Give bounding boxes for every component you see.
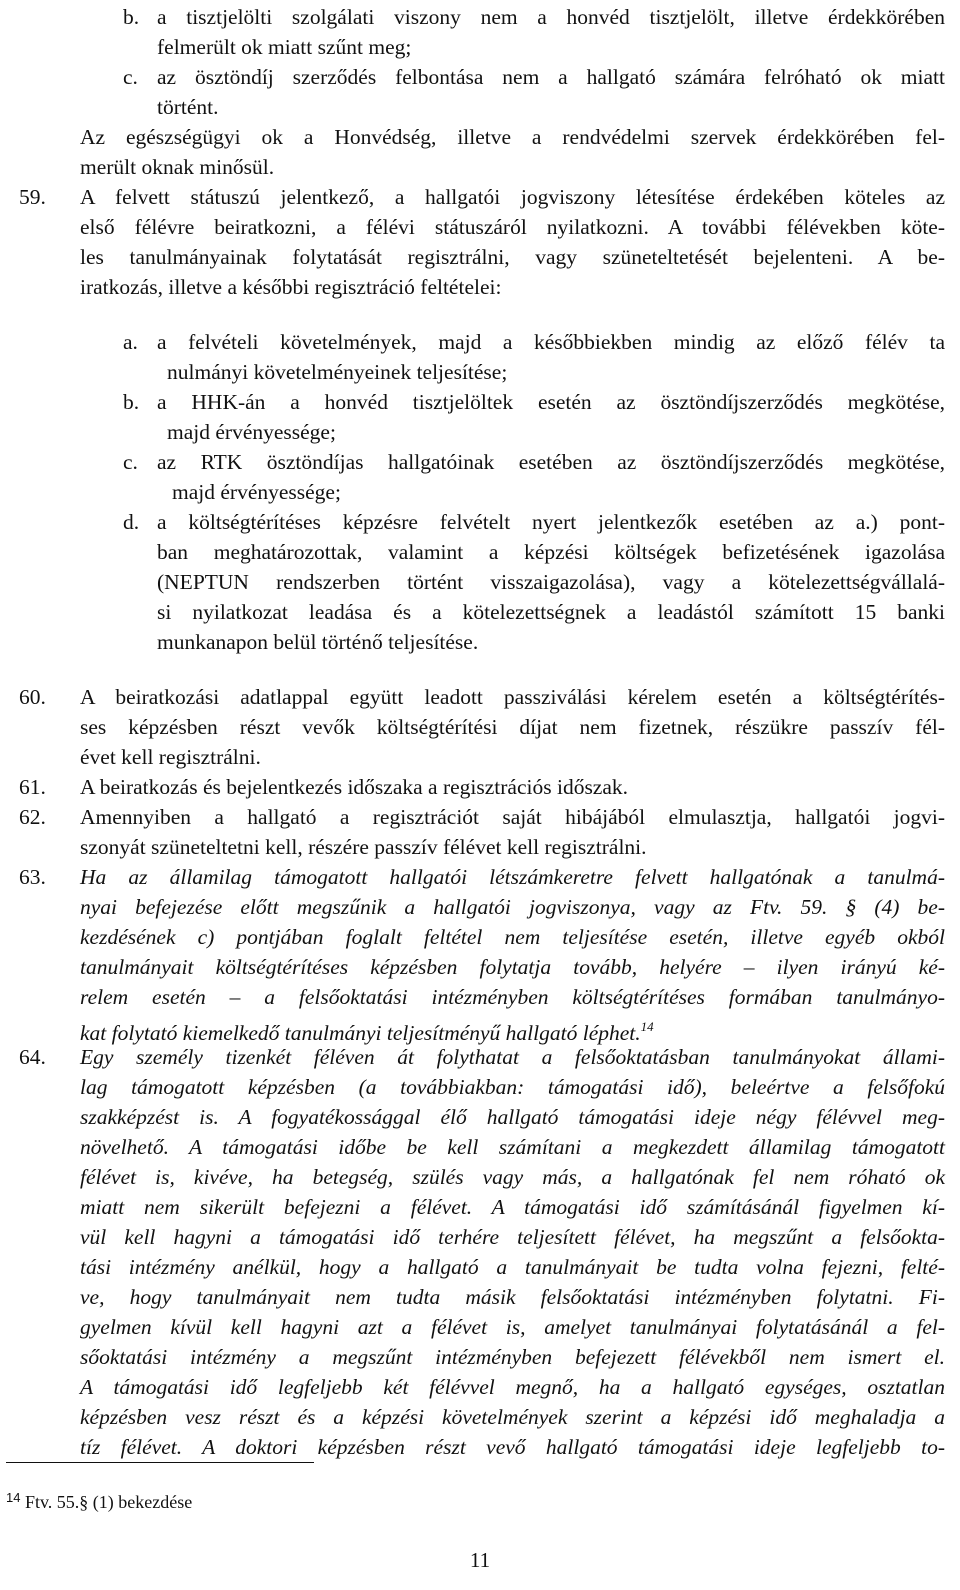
paragraph-number: 59.: [19, 185, 46, 209]
text-line: (NEPTUN rendszerben történt visszaigazolása), vagy a kötelezettségvállalá-: [157, 570, 945, 594]
text-line: az RTK ösztöndíjas hallgatóinak esetében az ösztöndíjszerződés megkötése,: [157, 450, 945, 474]
text-line: Amennyiben a hallgató a regisztrációt saját hibájából elmulasztja, hallgatói jogvi-: [80, 805, 945, 829]
text-line: évet kell regisztrálni.: [80, 745, 261, 769]
text-line: Egy személy tizenkét féléven át folythatat a felsőoktatásban tanulmányokat állami-: [80, 1045, 945, 1069]
text-line: a HHK-án a honvéd tisztjelöltek esetén az ösztöndíjszerződés megkötése,: [157, 390, 945, 414]
text-line: tási intézmény anélkül, hogy a hallgató a tanulmányait be tudta volna fejezni, felté-: [80, 1255, 945, 1279]
text-line: majd érvényessége;: [172, 480, 341, 504]
text-line: első félévre beiratkozni, a félévi státuszáról nyilatkozni. A további félévekben köte-: [80, 215, 945, 239]
text-line: a költségtérítéses képzésre felvételt nyert jelentkezők esetében az a.) pont-: [157, 510, 945, 534]
text-line: les tanulmányainak folytatását regisztrálni, vagy szüneteltetését bejelenteni. A be-: [80, 245, 945, 269]
paragraph-number: 60.: [19, 685, 46, 709]
footnote-mark: 14: [6, 1490, 21, 1505]
text-line: a tisztjelölti szolgálati viszony nem a honvéd tisztjelölt, illetve érdekkörében: [157, 5, 945, 29]
text-line: képzésben vesz részt és a képzési követelmények szerint a képzési idő meghaladja a: [80, 1405, 945, 1429]
text-line: merült oknak minősül.: [80, 155, 275, 179]
text-line: történt.: [157, 95, 219, 119]
text-line: ses képzésben részt vevők költségtérítési díjat nem fizetnek, részükre passzív fél-: [80, 715, 945, 739]
paragraph-number: 61.: [19, 775, 46, 799]
text-line: A beiratkozás és bejelentkezés időszaka a regisztrációs időszak.: [80, 775, 629, 799]
text-line: gyelmen kívül kell hagyni azt a félévet is, amelyet tanulmányai folytatásánál a fel-: [80, 1315, 945, 1339]
text-line: nyai befejezése előtt megszűnik a hallgatói jogviszonya, vagy az Ftv. 59. § (4) be-: [80, 895, 945, 919]
item-marker: b.: [123, 5, 140, 29]
text-line: szonyát szüneteltetni kell, részére passzív félévet kell regisztrálni.: [80, 835, 647, 859]
text-line: A felvett státuszú jelentkező, a hallgatói jogviszony létesítése érdekében köteles az: [80, 185, 945, 209]
text-line: nulmányi követelményeinek teljesítése;: [167, 360, 508, 384]
text-line: si nyilatkozat leadása és a kötelezettségnek a leadástól számított 15 banki: [157, 600, 945, 624]
text-line: sőoktatási intézmény a megszűnt intézményben befejezett félévekből nem ismert el.: [80, 1345, 945, 1369]
text-line: felmerült ok miatt szűnt meg;: [157, 35, 412, 59]
text-line: ve, hogy tanulmányait nem tudta másik felsőoktatási intézményben folytatni. Fi-: [80, 1285, 945, 1309]
page-number: 11: [469, 1548, 491, 1572]
item-marker: b.: [123, 390, 140, 414]
text-line: miatt nem sikerült befejezni a félévet. A támogatási idő számításánál figyelmen kí-: [80, 1195, 945, 1219]
text-line: Az egészségügyi ok a Honvédség, illetve a rendvédelmi szervek érdekkörében fel-: [80, 125, 945, 149]
text-line: lag támogatott képzésben (a továbbiakban: támogatási idő), beleértve a felsőfokú: [80, 1075, 945, 1099]
text-line: munkanapon belül történő teljesítése.: [157, 630, 479, 654]
text-line: iratkozás, illetve a későbbi regisztráció feltételei:: [80, 275, 502, 299]
item-marker: d.: [123, 510, 140, 534]
text-line: tanulmányait költségtérítéses képzésben folytatja tovább, helyére – ilyen irányú ké-: [80, 955, 945, 979]
text-line: majd érvényessége;: [167, 420, 336, 444]
text-line-content: kat folytató kiemelkedő tanulmányi teljesítményű hallgató léphet.: [80, 1021, 641, 1045]
footnote-text: Ftv. 55.§ (1) bekezdése: [24, 1492, 193, 1512]
text-line: az ösztöndíj szerződés felbontása nem a hallgató számára felróható ok miatt: [157, 65, 945, 89]
text-line: vül kell hagyni a támogatási idő terhére teljesített félévet, ha megszűnt a felsőokta-: [80, 1225, 945, 1249]
item-marker: c.: [123, 450, 138, 474]
footnote: [6, 1487, 192, 1513]
item-marker: a.: [123, 330, 138, 354]
paragraph-number: 62.: [19, 805, 46, 829]
footnote-separator: [6, 1462, 314, 1463]
footnote-ref: 14: [640, 1019, 654, 1034]
text-line: relem esetén – a felsőoktatási intézményben költségtérítéses formában tanulmányo-: [80, 985, 945, 1009]
text-line: kezdésének c) pontjában foglalt feltétel nem teljesítése esetén, illetve egyéb okból: [80, 925, 945, 949]
text-line: szakképzést is. A fogyatékossággal élő hallgató támogatási ideje négy félévvel meg-: [80, 1105, 945, 1129]
item-marker: c.: [123, 65, 138, 89]
paragraph-number: 63.: [19, 865, 46, 889]
text-line: félévet is, kivéve, ha betegség, szülés vagy más, a hallgatónak fel nem róható ok: [80, 1165, 945, 1189]
text-line: növelhető. A támogatási időbe be kell számítani a megkezdett államilag támogatott: [80, 1135, 945, 1159]
paragraph-number: 64.: [19, 1045, 46, 1069]
text-line: tíz félévet. A doktori képzésben részt vevő hallgató támogatási ideje legfeljebb to-: [80, 1435, 945, 1459]
text-line: ban meghatározottak, valamint a képzési költségek befizetésének igazolása: [157, 540, 945, 564]
text-line: Ha az államilag támogatott hallgatói létszámkeretre felvett hallgatónak a tanulmá-: [80, 865, 945, 889]
text-line: a felvételi követelmények, majd a későbbiekben mindig az előző félév ta: [157, 330, 945, 354]
text-line: A beiratkozási adatlappal együtt leadott passziválási kérelem esetén a költségtérítés-: [80, 685, 945, 709]
text-line: A támogatási idő legfeljebb két félévvel megnő, ha a hallgató egységes, osztatlan: [80, 1375, 945, 1399]
